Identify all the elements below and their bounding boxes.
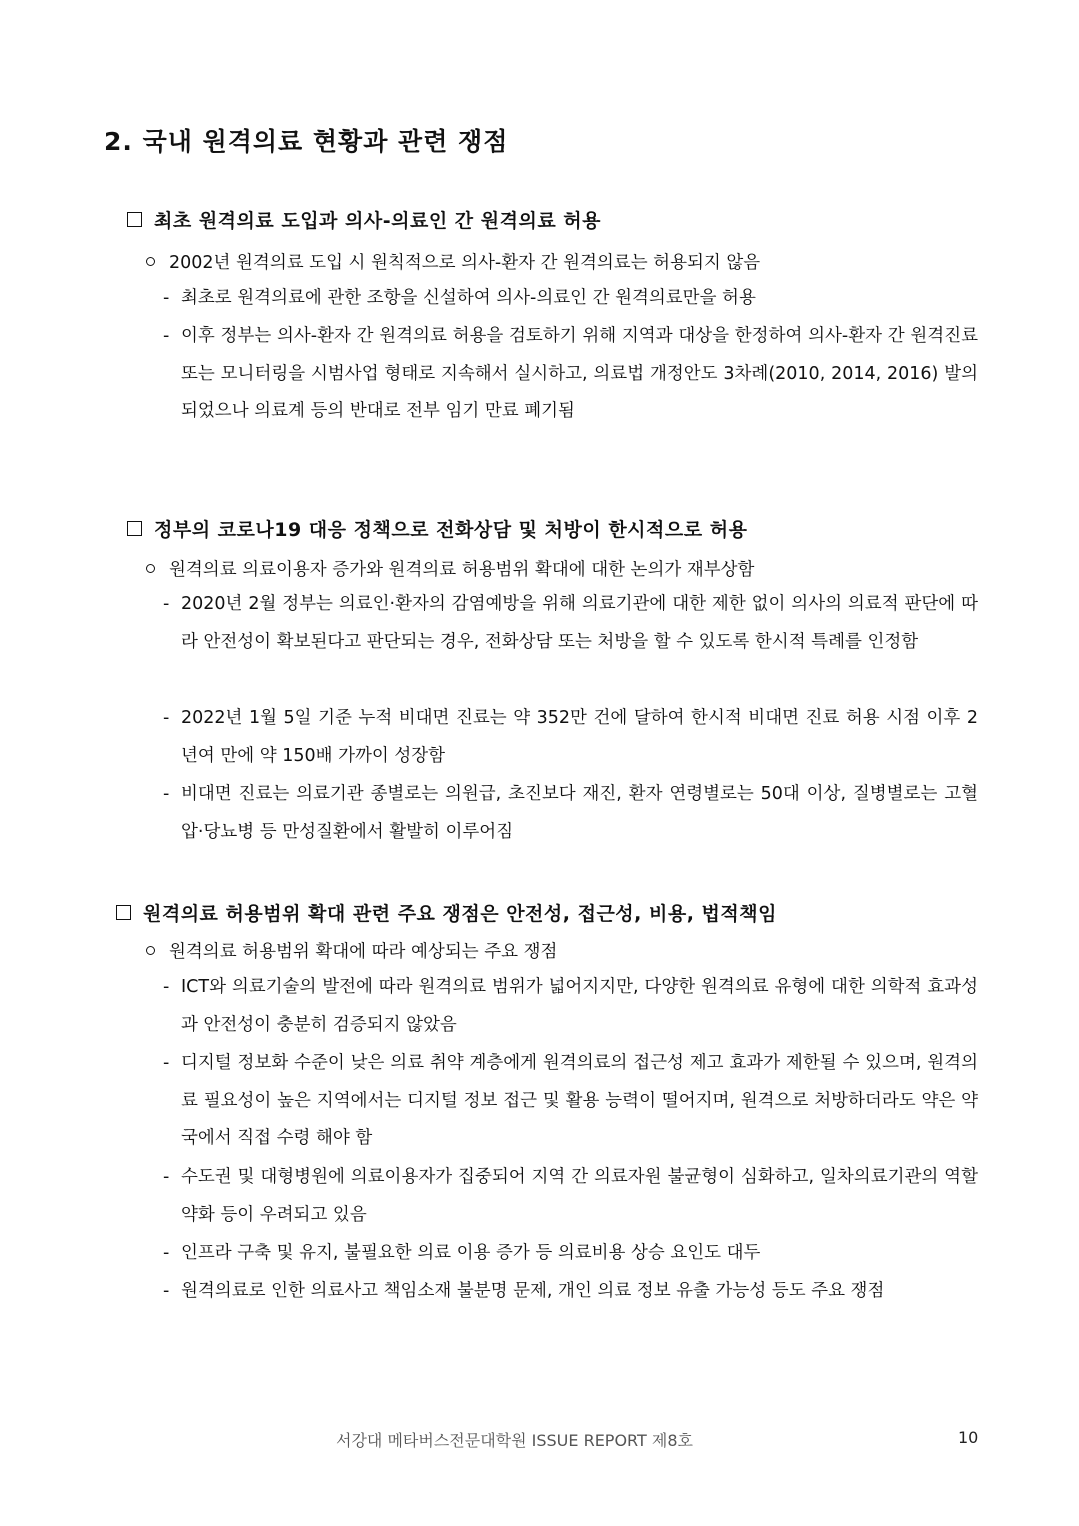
- bullet-item: [146, 556, 754, 581]
- dash-item-text: 비대면 진료는 의료기관 종별로는 의원급, 초진보다 재진, 환자 연령별로는 50대 이상, 질병별로는 고혈압·당뇨병 등 만성질환에서 활발히 이루어짐: [181, 784, 978, 842]
- bullet-text: 원격의료 허용범위 확대에 따라 예상되는 주요 쟁점: [169, 942, 558, 962]
- dash-item-text: 이후 정부는 의사-환자 간 원격의료 허용을 검토하기 위해 지역과 대상을 한정하여 의사-환자 간 원격진료 또는 모니터링을 시범사업 형태로 지속해서 실시하고, 의료법 개정안도 3차례(2010, 2014, 2016) 발의되었으나 의료계 등의 반대로 전부 임기 만료 폐기됨: [181, 326, 978, 422]
- dash-item-text: 2020년 2월 정부는 의료인·환자의 감염예방을 위해 의료기관에 대한 제한 없이 의사의 의료적 판단에 따라 안전성이 확보된다고 판단되는 경우, 전화상담 또는 처방을 할 수 있도록 한시적 특례를 인정함: [181, 594, 978, 652]
- dash-item: - 인프라 구축 및 유지, 불필요한 의료 이용 증가 등 의료비용 상승 요인도 대두: [163, 1235, 978, 1273]
- bullet-text: 원격의료 의료이용자 증가와 원격의료 허용범위 확대에 대한 논의가 재부상함: [169, 560, 755, 580]
- dash-item-text: 수도권 및 대형병원에 의료이용자가 집중되어 지역 간 의료자원 불균형이 심화하고, 일차의료기관의 역할 약화 등이 우려되고 있음: [181, 1167, 978, 1225]
- checkbox-square-icon: [127, 212, 142, 227]
- bullet-text: 2002년 원격의료 도입 시 원칙적으로 의사-환자 간 원격의료는 허용되지 않음: [169, 253, 761, 273]
- circle-bullet-icon: [146, 564, 155, 573]
- dash-item-text: 디지털 정보화 수준이 낮은 의료 취약 계층에게 원격의료의 접근성 제고 효과가 제한될 수 있으며, 원격의료 필요성이 높은 지역에서는 디지털 정보 접근 및 활용 능력이 떨어지며, 원격으로 처방하더라도 약은 약국에서 직접 수령 해야 함: [181, 1053, 978, 1149]
- checkbox-square-icon: [127, 521, 142, 536]
- dash-item-text: 최초로 원격의료에 관한 조항을 신설하여 의사-의료인 간 원격의료만을 허용: [181, 288, 756, 308]
- subsection-title-text: 정부의 코로나19 대응 정책으로 전화상담 및 처방이 한시적으로 허용: [154, 519, 748, 541]
- dash-item: - 원격의료로 인한 의료사고 책임소재 불분명 문제, 개인 의료 정보 유출 가능성 등도 주요 쟁점: [163, 1273, 978, 1311]
- dash-item: - 최초로 원격의료에 관한 조항을 신설하여 의사-의료인 간 원격의료만을 허용: [163, 280, 978, 318]
- dash-item-text: ICT와 의료기술의 발전에 따라 원격의료 범위가 넓어지지만, 다양한 원격의료 유형에 대한 의학적 효과성과 안전성이 충분히 검증되지 않았음: [181, 977, 978, 1035]
- dash-item-text: 인프라 구축 및 유지, 불필요한 의료 이용 증가 등 의료비용 상승 요인도 대두: [181, 1243, 761, 1263]
- circle-bullet-icon: [146, 257, 155, 266]
- page-number: 10: [958, 1428, 979, 1447]
- footer-publication: 서강대 메타버스전문대학원 ISSUE REPORT 제8호: [336, 1431, 693, 1450]
- subsection-title-2: [127, 515, 747, 542]
- bullet-item: [146, 938, 557, 963]
- subsection-title-3: [116, 899, 777, 926]
- subsection-title-text: 원격의료 허용범위 확대 관련 주요 쟁점은 안전성, 접근성, 비용, 법적책임: [143, 903, 777, 925]
- bullet-item: [146, 249, 760, 274]
- dash-item: - 이후 정부는 의사-환자 간 원격의료 허용을 검토하기 위해 지역과 대상을 한정하여 의사-환자 간 원격진료 또는 모니터링을 시범사업 형태로 지속해서 실시하고, 의료법 개정안도 3차례(2010, 2014, 2016) 발의되었으나 의료계 등의 반대로 전부 임기 만료 폐기됨: [163, 318, 978, 431]
- dash-item: - ICT와 의료기술의 발전에 따라 원격의료 범위가 넓어지지만, 다양한 원격의료 유형에 대한 의학적 효과성과 안전성이 충분히 검증되지 않았음: [163, 969, 978, 1044]
- subsection-title-1: [127, 206, 601, 233]
- dash-item-text: 2022년 1월 5일 기준 누적 비대면 진료는 약 352만 건에 달하여 한시적 비대면 진료 허용 시점 이후 2년여 만에 약 150배 가까이 성장함: [181, 708, 978, 766]
- subsection-title-text: 최초 원격의료 도입과 의사-의료인 간 원격의료 허용: [154, 210, 602, 232]
- dash-item-text: 원격의료로 인한 의료사고 책임소재 불분명 문제, 개인 의료 정보 유출 가능성 등도 주요 쟁점: [181, 1281, 885, 1301]
- dash-item: - 수도권 및 대형병원에 의료이용자가 집중되어 지역 간 의료자원 불균형이 심화하고, 일차의료기관의 역할 약화 등이 우려되고 있음: [163, 1159, 978, 1234]
- checkbox-square-icon: [116, 905, 131, 920]
- section-heading: 2. 국내 원격의료 현황과 관련 쟁점: [104, 127, 509, 156]
- circle-bullet-icon: [146, 946, 155, 955]
- dash-item: - 2020년 2월 정부는 의료인·환자의 감염예방을 위해 의료기관에 대한 제한 없이 의사의 의료적 판단에 따라 안전성이 확보된다고 판단되는 경우, 전화상담 또는 처방을 할 수 있도록 한시적 특례를 인정함: [163, 586, 978, 661]
- dash-item: - 비대면 진료는 의료기관 종별로는 의원급, 초진보다 재진, 환자 연령별로는 50대 이상, 질병별로는 고혈압·당뇨병 등 만성질환에서 활발히 이루어짐: [163, 776, 978, 851]
- dash-item: - 2022년 1월 5일 기준 누적 비대면 진료는 약 352만 건에 달하여 한시적 비대면 진료 허용 시점 이후 2년여 만에 약 150배 가까이 성장함: [163, 700, 978, 775]
- dash-item: - 디지털 정보화 수준이 낮은 의료 취약 계층에게 원격의료의 접근성 제고 효과가 제한될 수 있으며, 원격의료 필요성이 높은 지역에서는 디지털 정보 접근 및 활용 능력이 떨어지며, 원격으로 처방하더라도 약은 약국에서 직접 수령 해야 함: [163, 1045, 978, 1158]
